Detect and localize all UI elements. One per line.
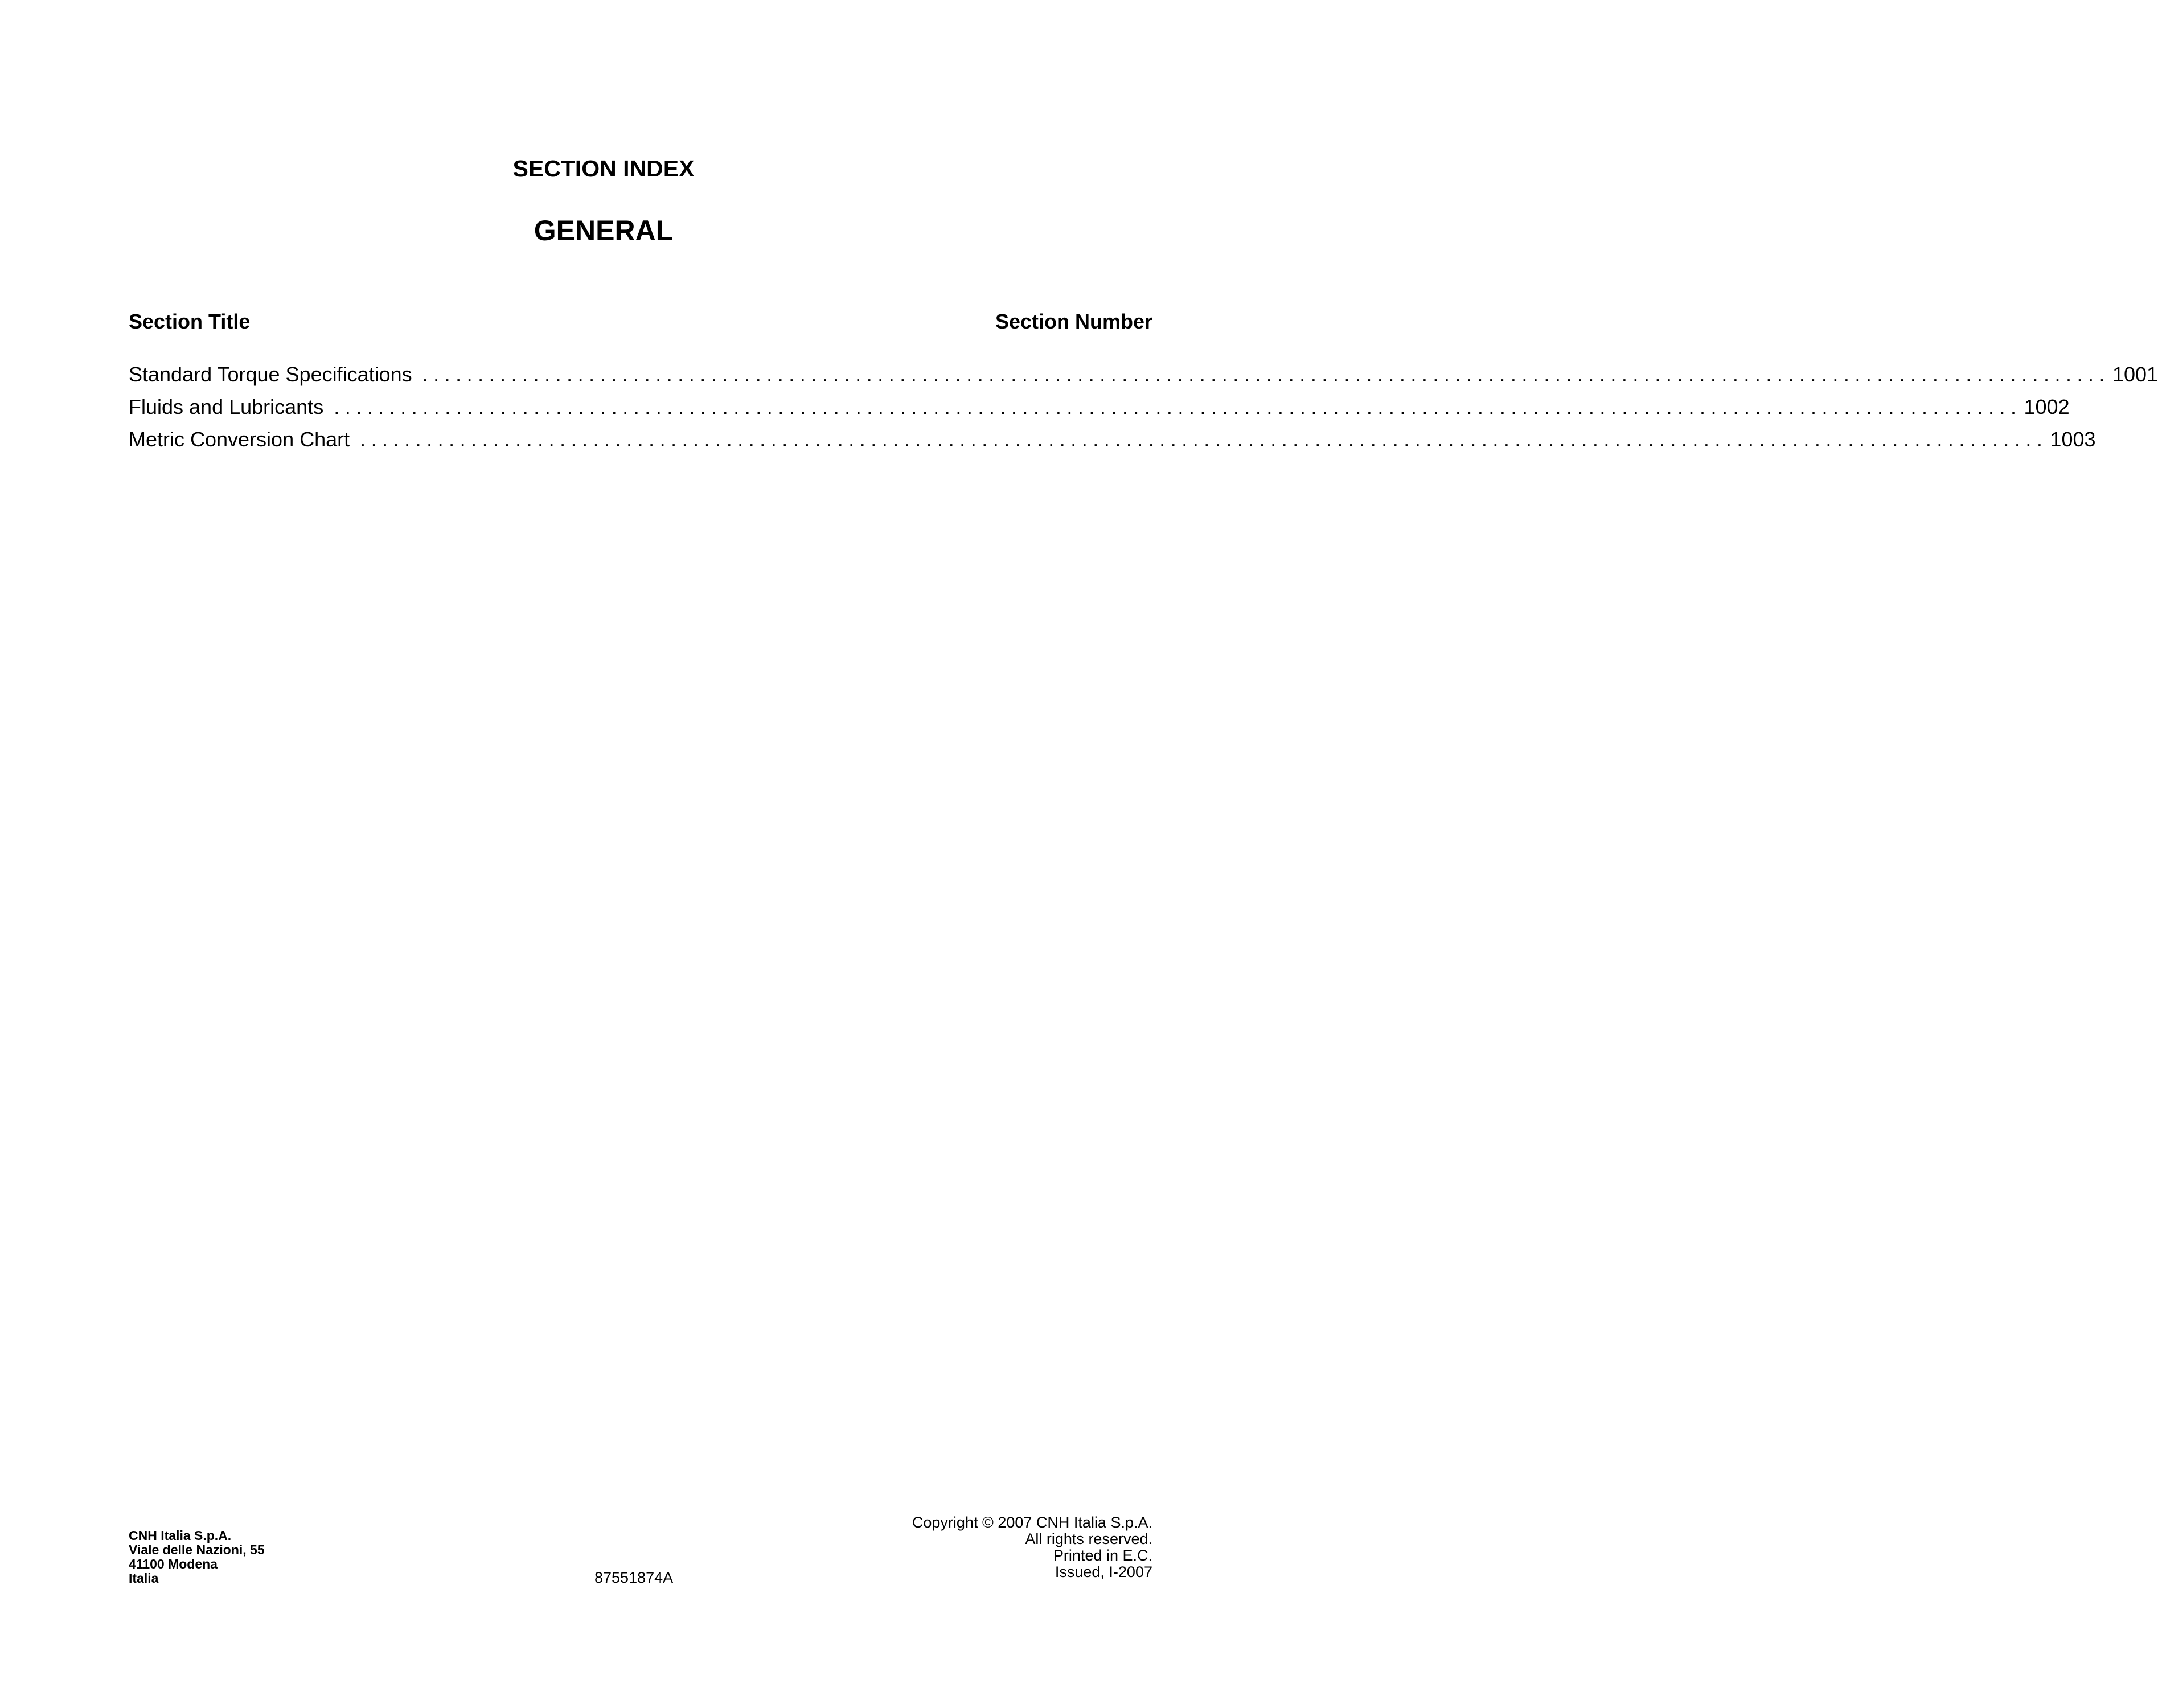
address-line: 41100 Modena — [129, 1557, 218, 1571]
address-line: Viale delle Nazioni, 55 — [129, 1542, 265, 1557]
publisher-address — [129, 1529, 265, 1586]
section-title[interactable]: Standard Torque Specifications — [129, 363, 412, 386]
list-item[interactable] — [129, 391, 2070, 423]
section-number[interactable]: 1003 — [2050, 428, 2096, 451]
section-number[interactable]: 1002 — [2024, 395, 2070, 418]
dot-leader: ........................................................................................................................................................ — [360, 428, 2048, 451]
section-title-column-header: Section Title — [129, 310, 251, 333]
section-title[interactable]: Metric Conversion Chart — [129, 428, 350, 451]
list-item[interactable] — [129, 423, 2096, 455]
section-number[interactable]: 1001 — [2112, 363, 2158, 386]
dot-leader: ........................................................................................................................................................ — [334, 395, 2022, 418]
copyright-line: All rights reserved. — [1025, 1530, 1152, 1547]
address-line: Italia — [129, 1571, 159, 1586]
part-number: 87551874A — [594, 1569, 674, 1586]
column-headers — [129, 307, 1152, 336]
section-number-column-header: Section Number — [995, 310, 1152, 333]
list-item[interactable] — [129, 358, 2158, 391]
dot-leader: ........................................................................................................................................................ — [422, 363, 2110, 386]
section-index-heading: SECTION INDEX — [512, 155, 695, 182]
copyright-line: Printed in E.C. — [1053, 1547, 1152, 1564]
section-list — [129, 358, 2158, 455]
copyright-line: Copyright © 2007 CNH Italia S.p.A. — [912, 1514, 1152, 1531]
copyright-line: Issued, I-2007 — [1055, 1563, 1152, 1580]
page-title: GENERAL — [534, 215, 674, 247]
copyright-notice — [912, 1514, 1152, 1580]
section-title[interactable]: Fluids and Lubricants — [129, 395, 324, 418]
address-line: CNH Italia S.p.A. — [129, 1528, 232, 1543]
